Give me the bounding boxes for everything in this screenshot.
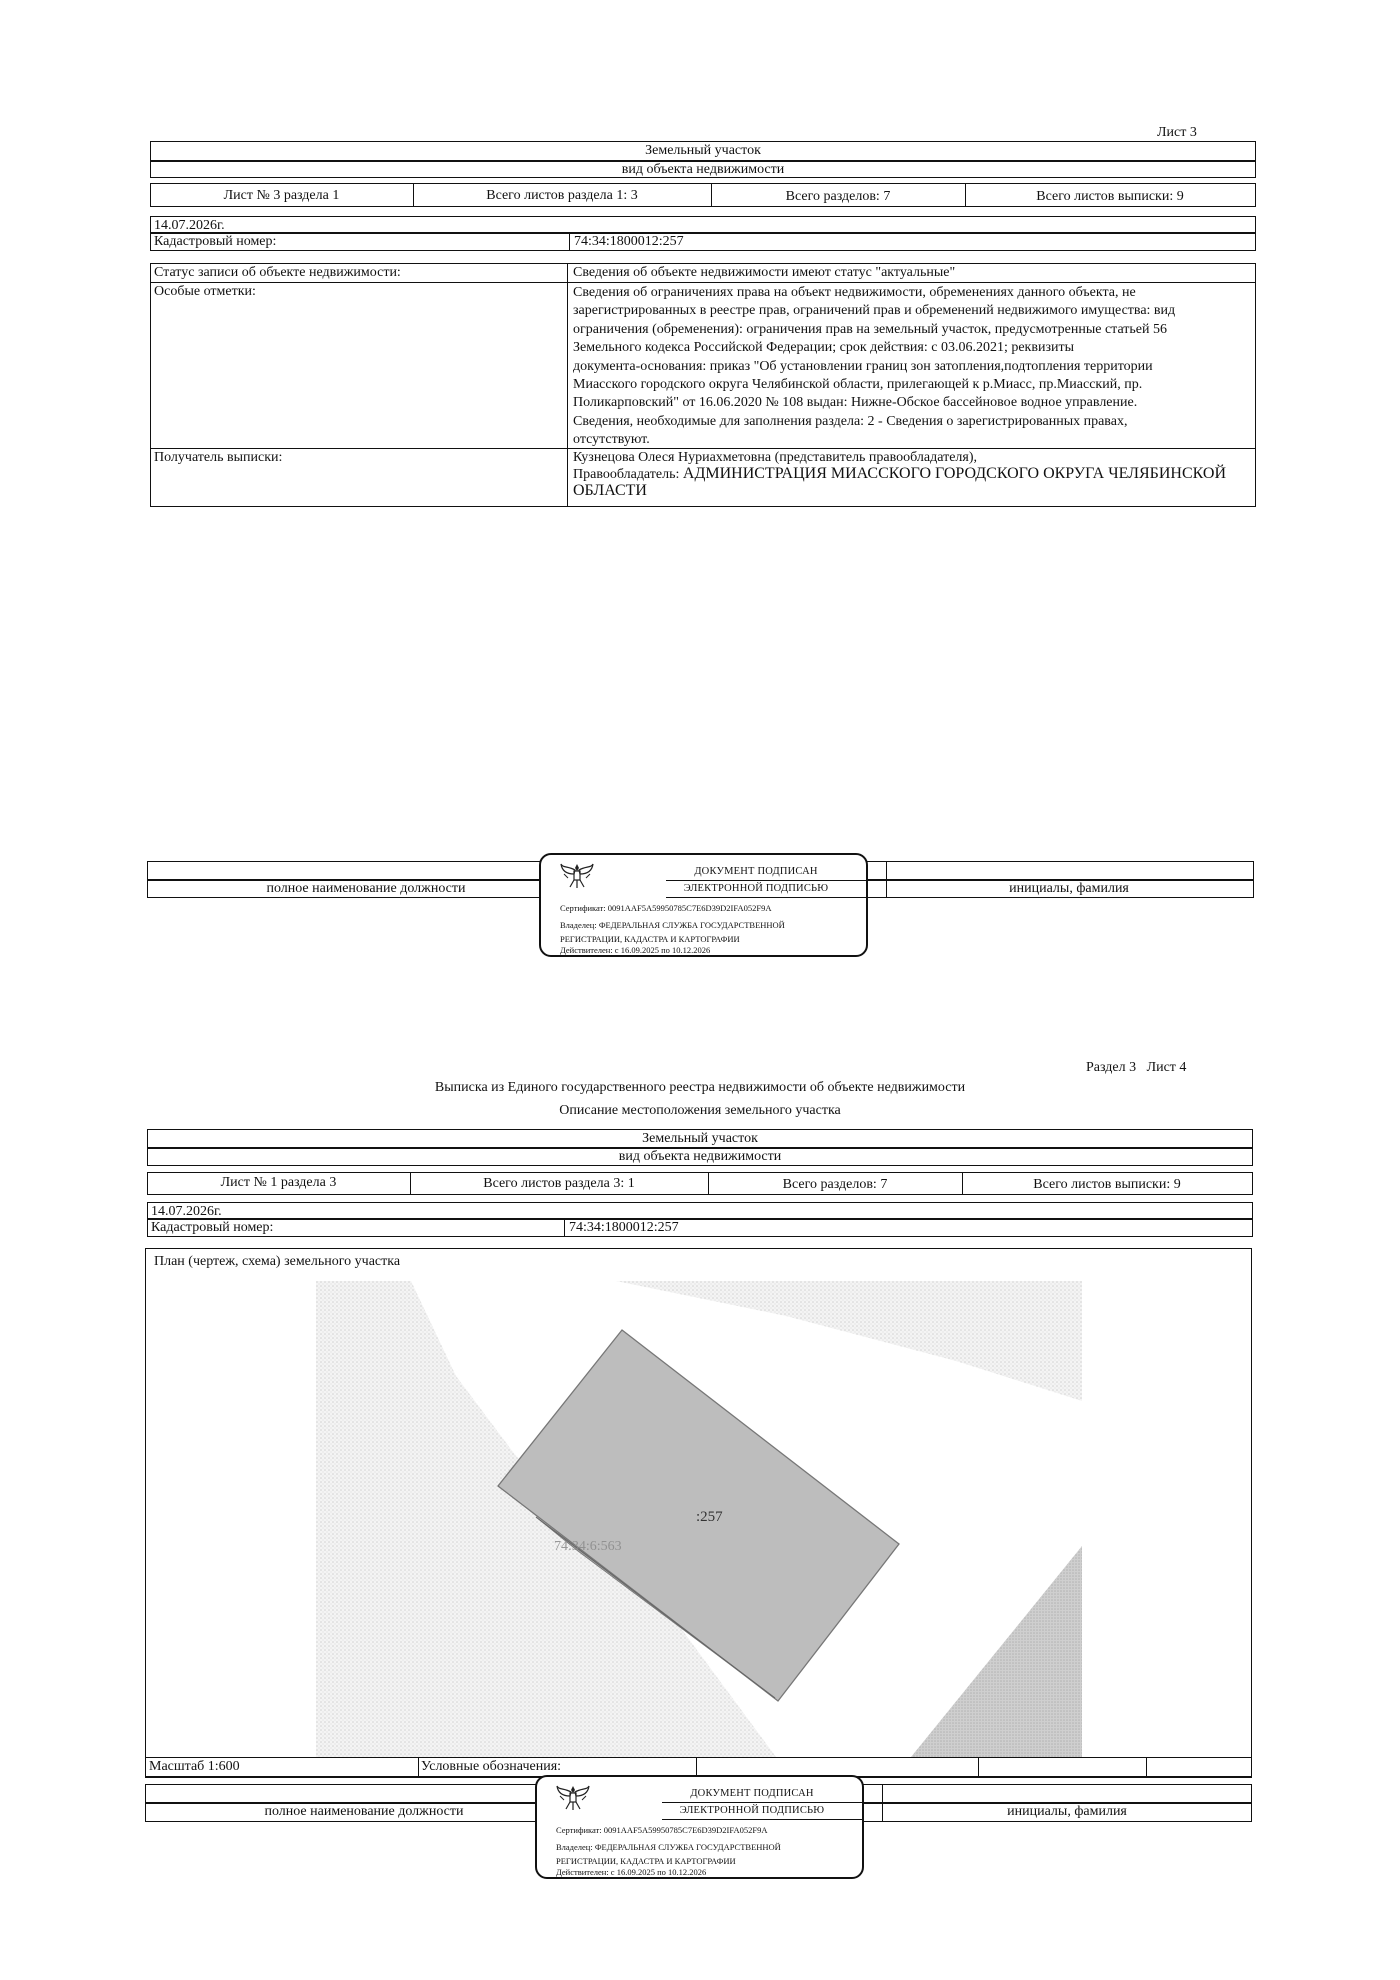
status-label: Статус записи об объекте недвижимости: (154, 265, 401, 280)
date: 14.07.2026г. (154, 218, 225, 233)
cadastral-label: Кадастровый номер: (154, 234, 277, 249)
total-section-sheets: Всего листов раздела 3: 1 (483, 1176, 635, 1191)
scale-row (145, 1757, 1252, 1777)
total-sections: Всего разделов: 7 (782, 1177, 888, 1192)
object-type-caption: вид объекта недвижимости (618, 1149, 782, 1164)
scale: Масштаб 1:600 (149, 1759, 240, 1774)
object-type-caption: вид объекта недвижимости (621, 162, 785, 177)
emblem-icon (558, 860, 596, 890)
cadastral-label: Кадастровый номер: (151, 1220, 274, 1235)
neighbor-area-bottom-right (911, 1546, 1082, 1757)
legend-label: Условные обозначения: (421, 1759, 562, 1774)
info-row-4 (147, 1172, 1253, 1195)
cadastral-value: 74:34:1800012:257 (569, 1220, 679, 1235)
sheet-of-section: Лист № 3 раздела 1 (223, 188, 340, 203)
object-type-caption-row-4 (147, 1147, 1253, 1166)
position-caption: полное наименование должности (264, 1804, 464, 1819)
parcel-label: :257 (696, 1509, 723, 1525)
plan-drawing (316, 1281, 1082, 1757)
details-table (150, 263, 1256, 507)
plan-title: План (чертеж, схема) земельного участка (154, 1254, 401, 1269)
total-section-sheets: Всего листов раздела 1: 3 (486, 188, 638, 203)
name-caption: инициалы, фамилия (1007, 1804, 1127, 1819)
emblem-icon (554, 1782, 592, 1812)
total-extract-sheets: Всего листов выписки: 9 (1036, 189, 1184, 204)
object-type: Земельный участок (645, 143, 761, 158)
extract-title: Выписка из Единого государственного реестра недвижимости об объекте недвижимости (434, 1080, 966, 1095)
cadastral-row-4 (147, 1218, 1253, 1237)
recipient-value: Кузнецова Олеся Нуриахметовна (представитель правообладателя), Правообладатель: АДМИНИСТРАЦИЯ МИАССКОГО ГОРОДСКОГО ОКРУГА ЧЕЛЯБИНСКОЙ ОБЛАСТИ (573, 450, 1227, 499)
object-type-row-4 (147, 1129, 1253, 1149)
special-text: Сведения об ограничениях права на объект недвижимости, обременениях данного объекта, не зарегистрированных в реестре прав, ограничений прав и обременений недвижимого имущества: вид ограничения (обременения): ограничения прав на земельный участок, предусмотренные статьей 56 Земельного кодекса Российской Федерации; срок действия: с 03.06.2021; реквизиты документа-основания: приказ "Об установлении границ зон затопления,подтопления территории Миасского городского округа Челябинской области, прилегающей к р.Миасс, пр.Миасский, пр. Поликарповский" от 16.06.2020 № 108 выдан: Нижне-Обское бассейновое водное управление. Сведения, необходимые для заполнения раздела: 2 - Сведения о зарегистрированных правах, отсутствуют. (573, 285, 1176, 448)
cadastral-row (150, 232, 1256, 251)
object-type-caption-row (150, 160, 1256, 178)
date: 14.07.2026г. (151, 1204, 222, 1219)
recipient-label: Получатель выписки: (154, 450, 283, 465)
sheet-label: Лист 3 (1157, 125, 1197, 140)
e-signature-stamp-4: ДОКУМЕНТ ПОДПИСАН ЭЛЕКТРОННОЙ ПОДПИСЬЮ Сертификат: 0091AAF5A59950785C7E6D39D2IFA052F9A Владелец: ФЕДЕРАЛЬНАЯ СЛУЖБА ГОСУДАРСТВЕННОЙ РЕГИСТРАЦИИ, КАДАСТРА И КАРТОГРАФИИ Действителен: с 16.09.2025 по 10.12.2026 (535, 1775, 864, 1879)
section-sheet-label: Раздел 3 Лист 4 (1086, 1060, 1187, 1075)
neighbor-label: 74:34:6:563 (554, 1539, 622, 1554)
extract-subtitle: Описание местоположения земельного участка (559, 1103, 841, 1118)
name-caption: инициалы, фамилия (1009, 881, 1129, 896)
cadastral-value: 74:34:1800012:257 (574, 234, 684, 249)
special-label: Особые отметки: (154, 284, 256, 299)
position-caption: полное наименование должности (266, 881, 466, 896)
object-type-row (150, 141, 1256, 162)
object-type: Земельный участок (642, 1131, 758, 1146)
status-value: Сведения об объекте недвижимости имеют статус "актуальные" (573, 265, 956, 280)
e-signature-stamp: ДОКУМЕНТ ПОДПИСАН ЭЛЕКТРОННОЙ ПОДПИСЬЮ Сертификат: 0091AAF5A59950785C7E6D39D2IFA052F9A Владелец: ФЕДЕРАЛЬНАЯ СЛУЖБА ГОСУДАРСТВЕННОЙ РЕГИСТРАЦИИ, КАДАСТРА И КАРТОГРАФИИ Действителен: с 16.09.2025 по 10.12.2026 (539, 853, 868, 957)
info-row (150, 183, 1256, 207)
sheet-of-section: Лист № 1 раздела 3 (220, 1175, 337, 1190)
total-sections: Всего разделов: 7 (785, 189, 891, 204)
total-extract-sheets: Всего листов выписки: 9 (1033, 1177, 1181, 1192)
